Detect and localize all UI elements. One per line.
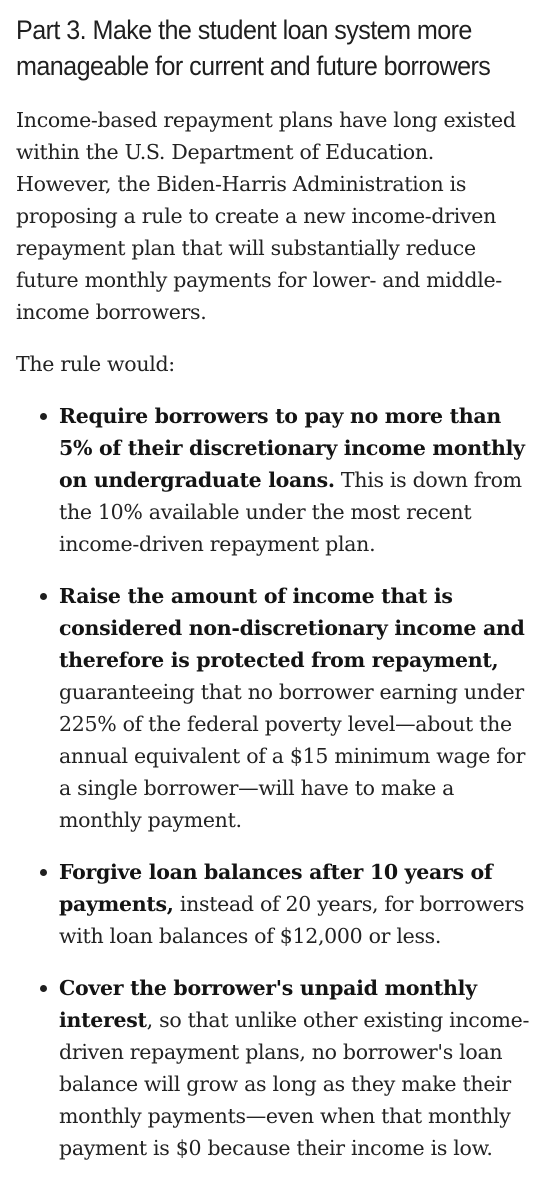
bullet-dot-icon bbox=[40, 593, 47, 600]
bullet-dot-icon bbox=[40, 985, 47, 992]
bullet-bold-text: Raise the amount of income that is considered non-discretionary income and therefore is protected from repayment, bbox=[59, 584, 525, 672]
bullet-text: , so that unlike other existing income-driven repayment plans, no borrower's loan balance will grow as long as they make their monthly payments—even when that monthly payment is $0 because their income is low. bbox=[59, 1008, 530, 1160]
bullet-item bbox=[16, 972, 530, 1164]
bullet-text: guaranteeing that no borrower earning under 225% of the federal poverty level—about the annual equivalent of a $15 minimum wage for a single borrower—will have to make a monthly payment. bbox=[59, 680, 526, 832]
bullet-dot-icon bbox=[40, 413, 47, 420]
bullet-text: This is down from the 10% available under the most recent income-driven repayment plan. bbox=[59, 468, 522, 556]
bullet-bold-text: Cover the borrower's unpaid monthly interest bbox=[59, 976, 477, 1032]
intro-paragraph: Income-based repayment plans have long existed within the U.S. Department of Education. However, the Biden-Harris Administration is proposing a rule to create a new income-driven repayment plan that will substantially reduce future monthly payments for lower- and middle-income borrowers. bbox=[16, 108, 516, 324]
bullet-item bbox=[16, 856, 530, 952]
section-heading: Part 3. Make the student loan system more manageable for current and future borrowers bbox=[16, 15, 491, 81]
bullet-dot-icon bbox=[40, 869, 47, 876]
bullet-bold-text: Forgive loan balances after 10 years of payments, bbox=[59, 860, 493, 916]
bullet-bold-text: Require borrowers to pay no more than 5% of their discretionary income monthly on undergraduate loans. bbox=[59, 404, 525, 492]
bullet-text: instead of 20 years, for borrowers with loan balances of $12,000 or less. bbox=[59, 892, 525, 948]
bullet-item bbox=[16, 580, 530, 836]
bullet-item bbox=[16, 400, 530, 560]
rule-bullet-list bbox=[16, 400, 530, 1164]
lead-in-text: The rule would: bbox=[16, 352, 175, 376]
